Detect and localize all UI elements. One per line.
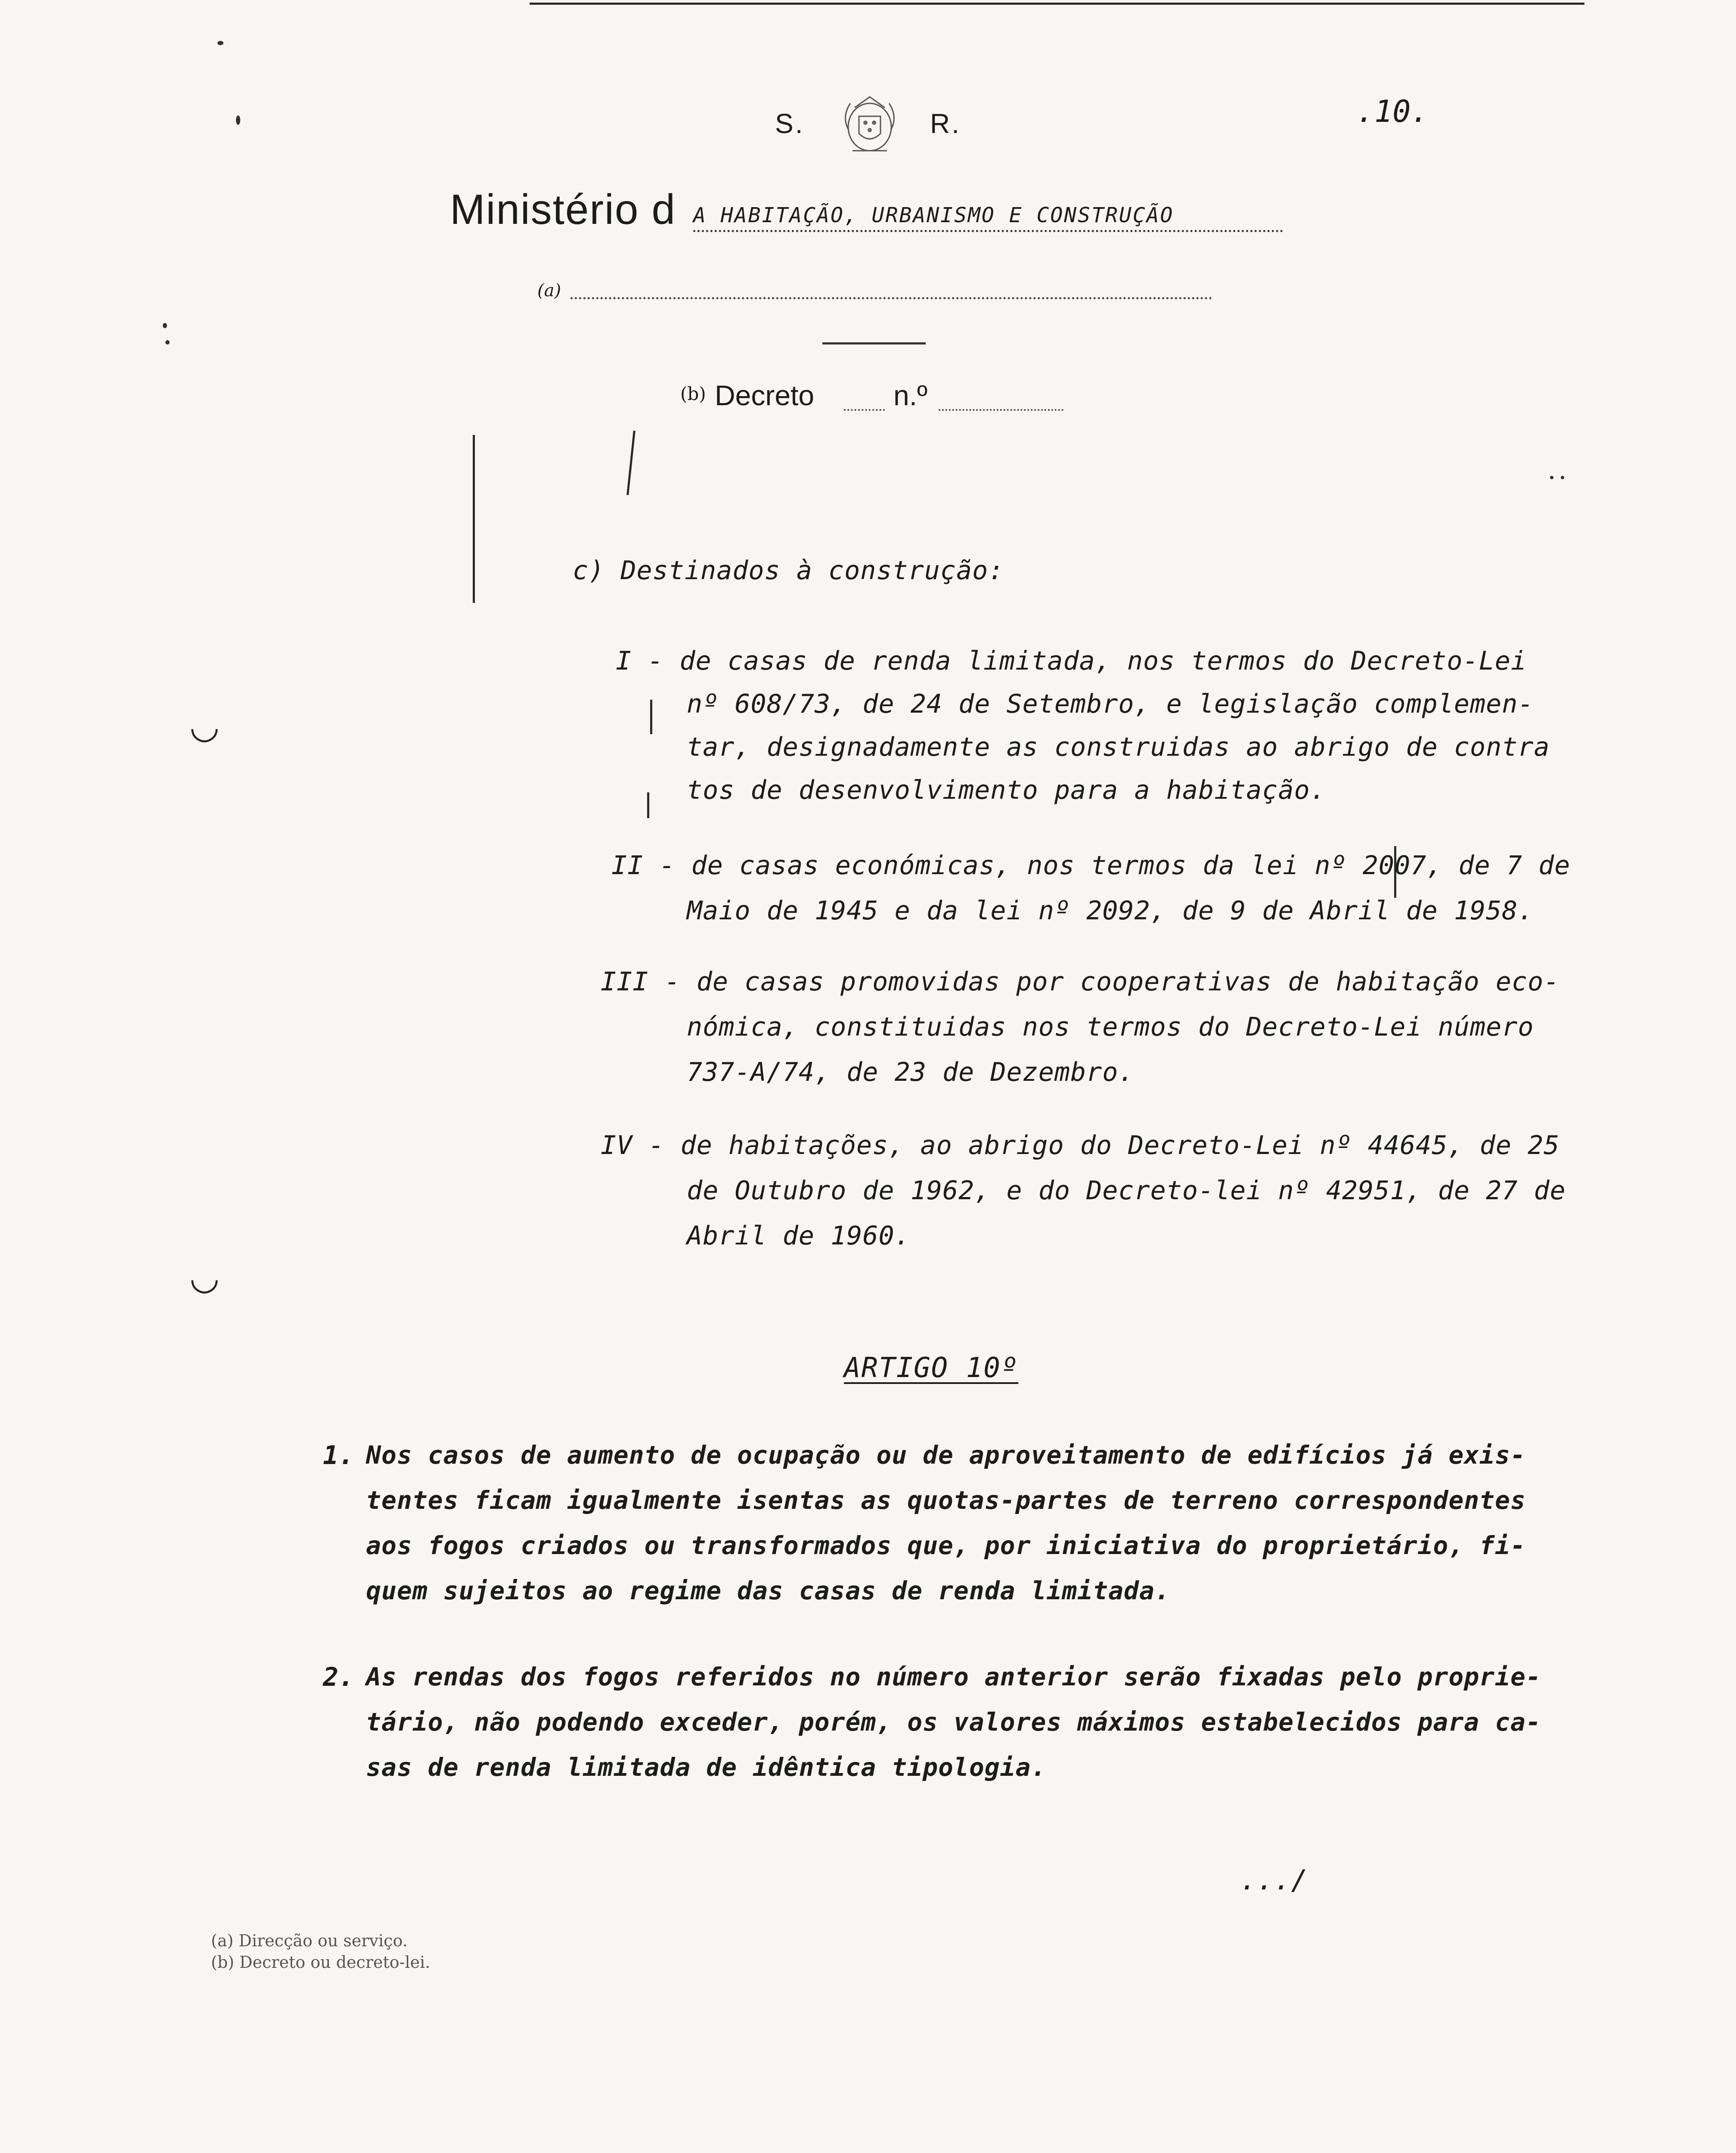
margin-mark: ◡ (189, 706, 220, 746)
item-line: tar, designadamente as construidas ao abrigo de contra (687, 732, 1550, 762)
revision-bar (473, 435, 475, 603)
header-divider (822, 342, 926, 344)
line-a-dotted (570, 297, 1212, 299)
scan-speck (1561, 476, 1564, 479)
page-number: .10. (1356, 94, 1429, 129)
decreto-label: Decreto (715, 379, 815, 411)
item-line: II - de casas económicas, nos termos da lei nº 2007, de 7 de (611, 850, 1571, 881)
item-line: nómica, constituidas nos termos do Decreto-Lei número (687, 1012, 1534, 1042)
artigo-title: ARTIGO 10º (844, 1352, 1019, 1384)
scan-speck (217, 41, 223, 45)
item-line: nº 608/73, de 24 de Setembro, e legislação complemen- (687, 689, 1534, 719)
item-line: 737-A/74, de 23 de Dezembro. (687, 1057, 1135, 1087)
revision-bar (650, 700, 652, 734)
item-line: tos de desenvolvimento para a habitação. (687, 775, 1326, 805)
decreto-number-label: n.º (893, 379, 928, 411)
footnote-a: (a) Direcção ou serviço. (211, 1931, 408, 1950)
paragraph-line: aos fogos criados ou transformados que, por iniciativa do proprietário, fi- (366, 1531, 1526, 1560)
decreto-number-dotted (939, 409, 1063, 411)
scan-speck (1550, 476, 1553, 479)
line-a-label: (a) (537, 281, 561, 301)
coat-of-arms-icon (833, 90, 906, 159)
ministerio-name: A HABITAÇÃO, URBANISMO E CONSTRUÇÃO (693, 203, 1283, 232)
item-line: de Outubro de 1962, e do Decreto-lei nº 42951, de 27 de (687, 1176, 1566, 1206)
scan-speck (236, 115, 240, 125)
item-line: I - de casas de renda limitada, nos termos do Decreto-Lei (616, 646, 1527, 676)
paragraph-line: sas de renda limitada de idêntica tipologia. (366, 1753, 1047, 1782)
item-line: III - de casas promovidas por cooperativas de habitação eco- (601, 967, 1560, 997)
footnote-b: (b) Decreto ou decreto-lei. (211, 1953, 431, 1972)
item-line: Maio de 1945 e da lei nº 2092, de 9 de Abril de 1958. (687, 896, 1534, 926)
section-c-intro: c) Destinados à construção: (573, 555, 1004, 586)
item-line: Abril de 1960. (687, 1221, 911, 1251)
continuation-mark: .../ (1240, 1864, 1308, 1896)
top-edge-line (530, 3, 1584, 5)
decreto-b-label: (b) (680, 383, 706, 404)
item-line: IV - de habitações, ao abrigo do Decreto-Lei nº 44645, de 25 (601, 1130, 1560, 1160)
paragraph-number: 2. (323, 1662, 354, 1692)
decreto-dotted (844, 409, 885, 411)
header-s: S. (775, 108, 805, 139)
revision-bar (626, 431, 636, 495)
paragraph-line: tário, não podendo exceder, porém, os valores máximos estabelecidos para ca- (366, 1707, 1541, 1737)
paragraph-line: quem sujeitos ao regime das casas de renda limitada. (366, 1576, 1170, 1605)
scan-speck (163, 323, 167, 328)
paragraph-line: As rendas dos fogos referidos no número anterior serão fixadas pelo proprie- (366, 1662, 1541, 1691)
revision-bar (647, 792, 649, 818)
paragraph-line: Nos casos de aumento de ocupação ou de aproveitamento de edifícios já exis- (366, 1440, 1526, 1470)
paragraph-number: 1. (323, 1440, 354, 1470)
paragraph-line: tentes ficam igualmente isentas as quotas-partes de terreno correspondentes (366, 1486, 1526, 1515)
header-r: R. (930, 108, 961, 139)
ministerio-label: Ministério d (450, 186, 676, 233)
scan-speck (165, 340, 170, 344)
margin-mark: ◡ (189, 1257, 220, 1297)
